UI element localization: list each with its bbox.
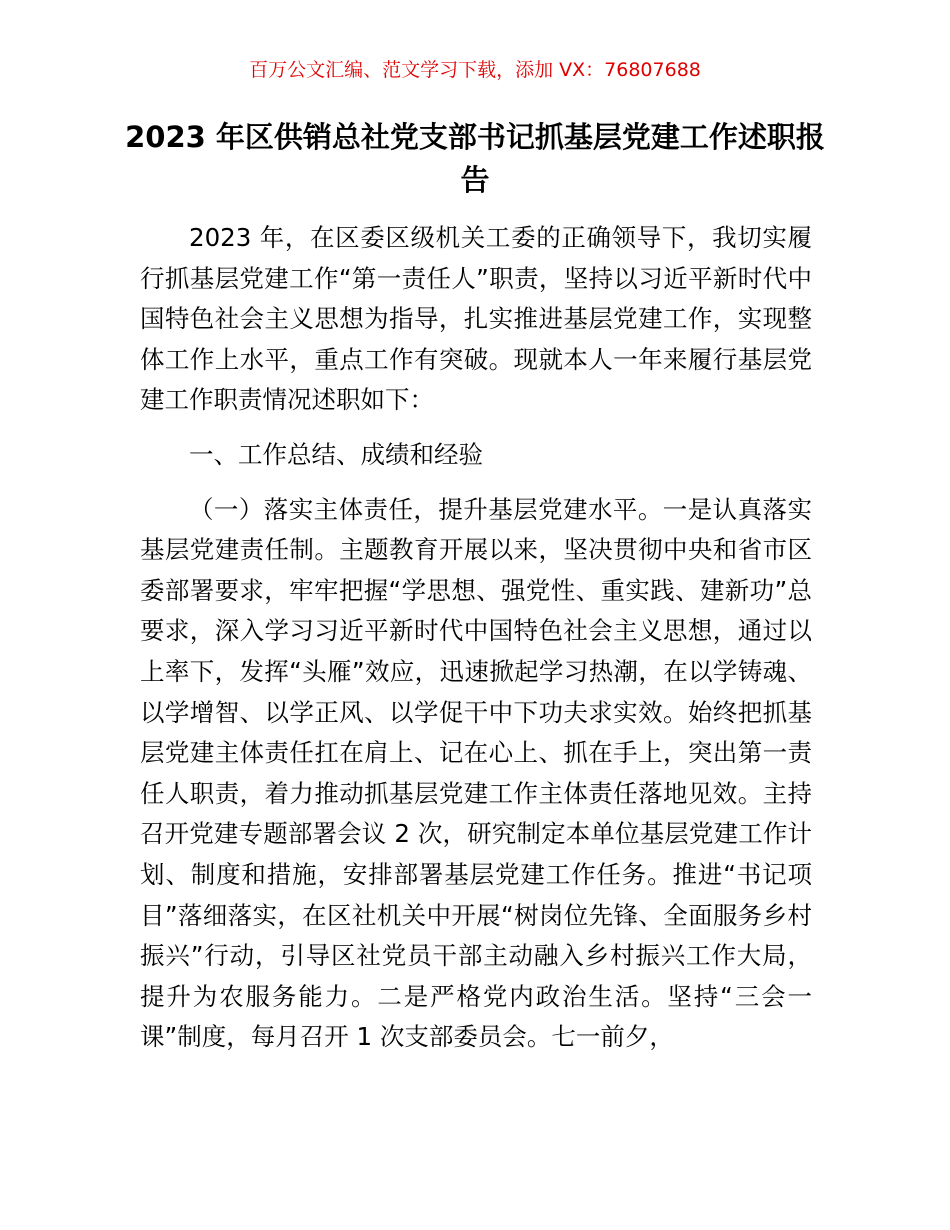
page-title: 2023 年区供销总社党支部书记抓基层党建工作述职报告	[125, 120, 825, 197]
intro-paragraph: 2023 年，在区委区级机关工委的正确领导下，我切实履行抓基层党建工作“第一责任人”职责，坚持以习近平新时代中国特色社会主义思想为指导，扎实推进基层党建工作，实现整体工作上水平，重点工作有突破。现就本人一年来履行基层党建工作职责情况述职如下：	[140, 223, 812, 415]
section-paragraph: （一）落实主体责任，提升基层党建水平。一是认真落实基层党建责任制。主题教育开展以来，坚决贯彻中央和省市区委部署要求，牢牢把握“学思想、强党性、重实践、建新功”总要求，深入学习习近平新时代中国特色社会主义思想，通过以上率下，发挥“头雁”效应，迅速掀起学习热潮，在以学铸魂、以学增智、以学正风、以学促干中下功夫求实效。始终把抓基层党建主体责任扛在肩上、记在心上、抓在手上，突出第一责任人职责，着力推动抓基层党建工作主体责任落地见效。主持召开党建专题部署会议 2 次，研究制定本单位基层党建工作计划、制度和措施，安排部署基层党建工作任务。推进“书记项目”落细落实，在区社机关中开展“树岗位先锋、全面服务乡村振兴”行动，引导区社党员干部主动融入乡村振兴工作大局，提升为农服务能力。二是严格党内政治生活。坚持“三会一课”制度，每月召开 1 次支部委员会。七一前夕，	[140, 494, 812, 1052]
section-heading: 一、工作总结、成绩和经验	[189, 439, 483, 469]
watermark-header: 百万公文汇编、范文学习下载，添加 VX：76807688	[249, 59, 701, 81]
document-body	[140, 218, 812, 1058]
